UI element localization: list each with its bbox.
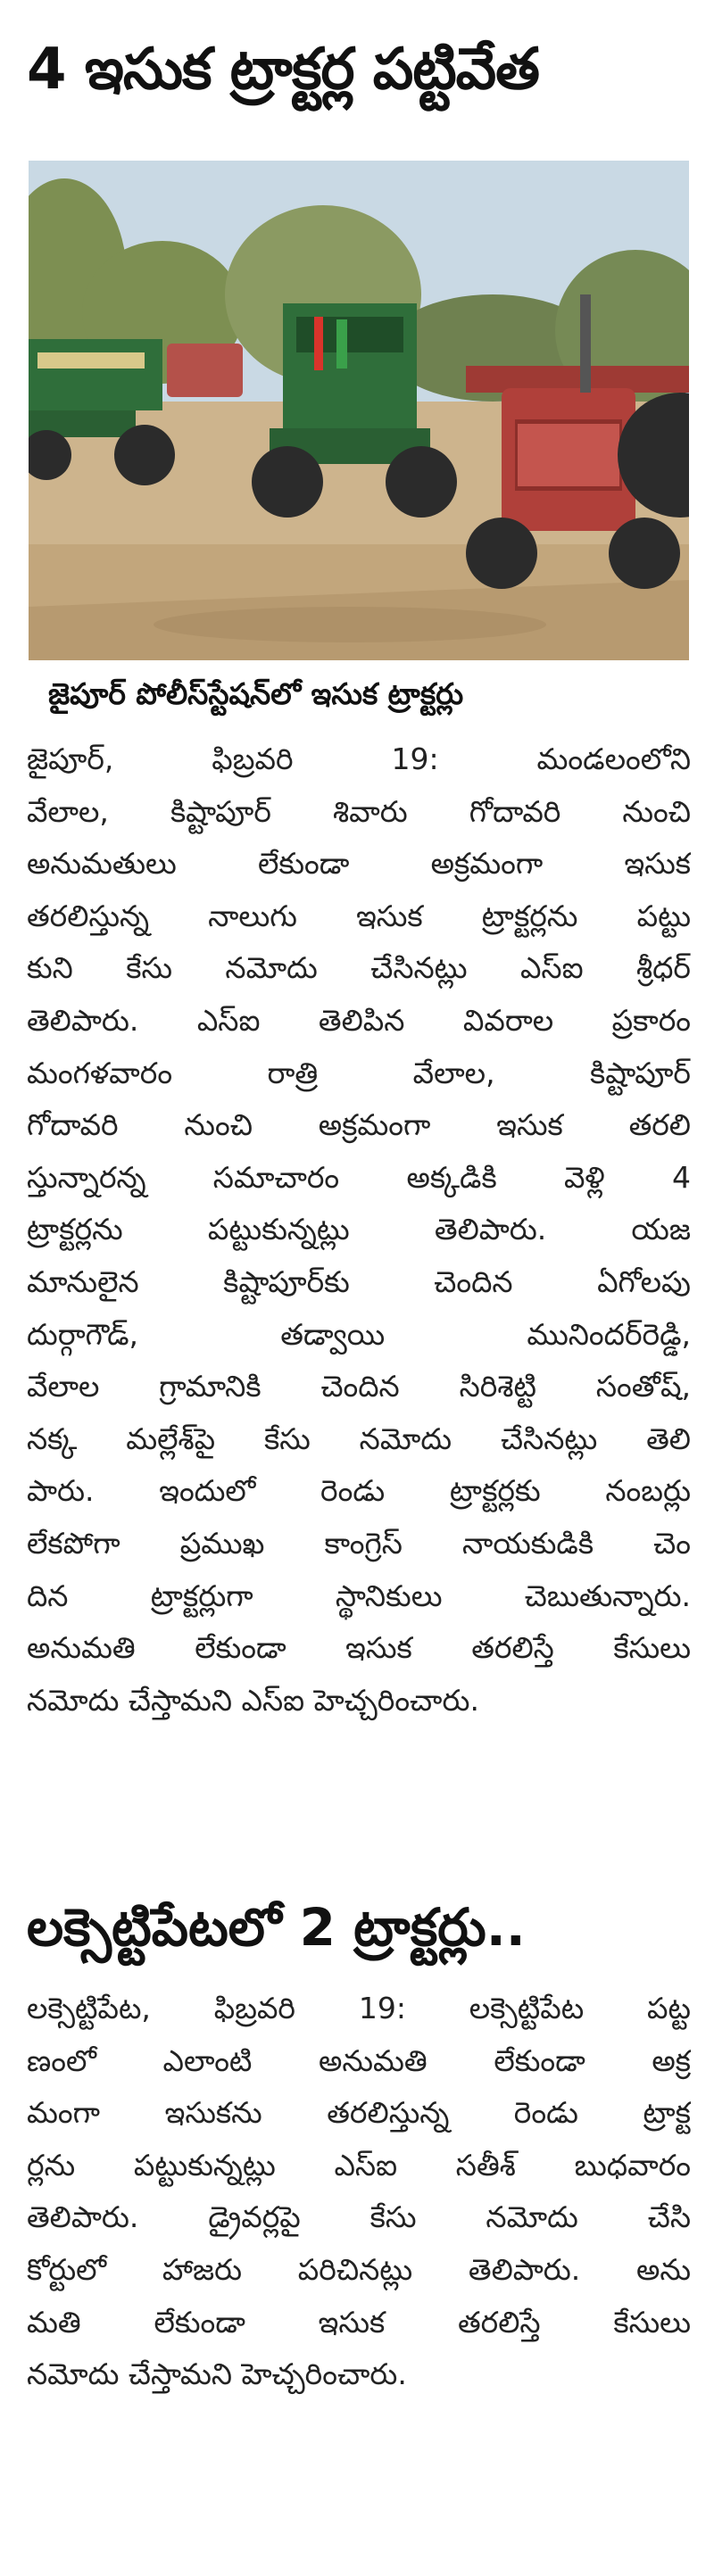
article-line: తరలిస్తున్న నాలుగు ఇసుక ట్రాక్టర్లను పట్టు (27, 898, 691, 933)
article-line: దిన ట్రాక్టర్లుగా స్థానికులు చెబుతున్నారు. (27, 1578, 691, 1613)
article-line: తెలిపారు. ఎస్ఐ తెలిపిన వివరాల ప్రకారం (27, 1002, 691, 1038)
article-line: నక్క మల్లేశ్‌పై కేసు నమోదు చేసినట్లు తెలి (27, 1421, 691, 1456)
tractors-photo-illustration (29, 161, 689, 660)
article-line: మానులైన కిష్టాపూర్‌కు చెందిన ఏగోలపు (27, 1263, 691, 1299)
article-line: నమోదు చేస్తామని హెచ్చరించారు. (27, 2357, 407, 2392)
headline: 4 ఇసుక ట్రాక్టర్ల పట్టివేత (27, 37, 539, 103)
article-line: గోదావరి నుంచి అక్రమంగా ఇసుక తరలి (27, 1107, 691, 1143)
article-line: స్తున్నారన్న సమాచారం అక్కడికి వెళ్లి 4 (27, 1159, 691, 1195)
photo-caption: జైపూర్ పోలీస్‌స్టేషన్‌లో ఇసుక ట్రాక్టర్లు (48, 676, 464, 711)
article-line: మంగా ఇసుకను తరలిస్తున్న రెండు ట్రాక్ట (27, 2095, 691, 2131)
article-line: వేలాల, కిష్టాపూర్ శివారు గోదావరి నుంచి (27, 793, 691, 829)
article-body-2 (27, 1983, 691, 2401)
article-line: పారు. ఇందులో రెండు ట్రాక్టర్లకు నంబర్లు (27, 1473, 691, 1509)
article-line: లేకపోగా ప్రముఖ కాంగ్రెస్ నాయకుడికి చెం (27, 1525, 691, 1561)
article-line: అనుమతులు లేకుండా అక్రమంగా ఇసుక (27, 846, 691, 882)
article-line: దుర్గాగౌడ్, తడ్వాయి మునిందర్‌రెడ్డి, (27, 1316, 691, 1352)
article-line: ట్రాక్టర్లను పట్టుకున్నట్లు తెలిపారు. యజ (27, 1212, 691, 1247)
article-line: లక్సెట్టిపేట, ఫిబ్రవరి 19: లక్సెట్టిపేట పట్ట (27, 1991, 691, 2025)
article-line: మతి లేకుండా ఇసుక తరలిస్తే కేసులు (27, 2304, 691, 2340)
article-line: అనుమతి లేకుండా ఇసుక తరలిస్తే కేసులు (27, 1630, 691, 1666)
subheadline: లక్సెట్టిపేటలో 2 ట్రాక్టర్లు.. (27, 1897, 526, 1958)
article-line: కుని కేసు నమోదు చేసినట్లు ఎస్ఐ శ్రీధర్ (27, 950, 691, 986)
article-line: కోర్టులో హాజరు పరిచినట్లు తెలిపారు. అను (27, 2251, 691, 2287)
article-line: జైపూర్, ఫిబ్రవరి 19: మండలంలోని (27, 741, 691, 776)
article-line: ణంలో ఎలాంటి అనుమతి లేకుండా అక్ర (27, 2042, 691, 2078)
article-body-1 (27, 733, 691, 1727)
article-line: నమోదు చేస్తామని ఎస్ఐ హెచ్చరించారు. (27, 1682, 479, 1718)
article-line: వేలాల గ్రామానికి చెందిన సిరిశెట్టి సంతోష్, (27, 1369, 691, 1404)
article-line: ర్లను పట్టుకున్నట్లు ఎస్ఐ సతీశ్ బుధవారం (27, 2147, 691, 2183)
article-line: మంగళవారం రాత్రి వేలాల, కిష్టాపూర్ (27, 1055, 691, 1090)
news-photo (29, 161, 689, 660)
article-line: తెలిపారు. డ్రైవర్లపై కేసు నమోదు చేసి (27, 2199, 691, 2235)
